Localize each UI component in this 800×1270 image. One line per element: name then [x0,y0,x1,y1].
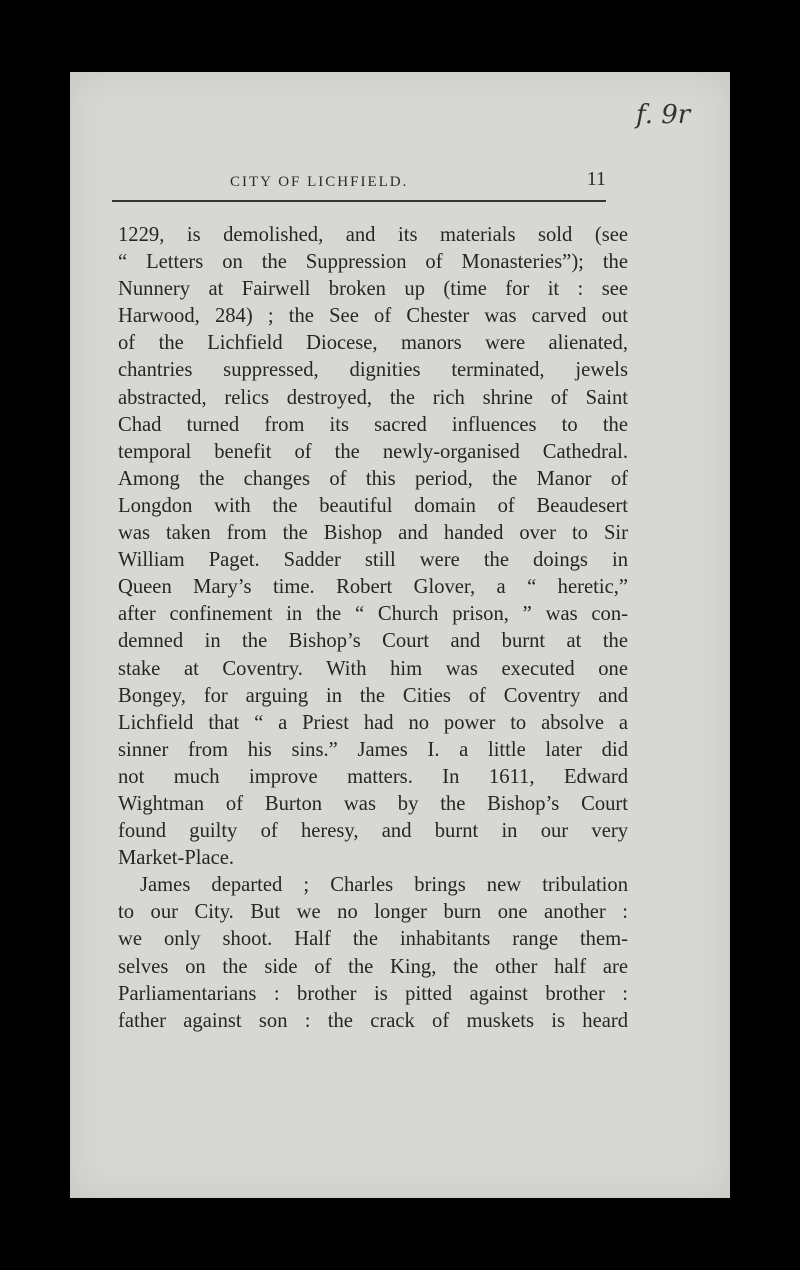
text-line: 1229, is demolished, and its materials sold (see [118,224,628,246]
text-line: of the Lichfield Diocese, manors were alienated, [118,332,628,355]
text-line: Chad turned from its sacred influences to the [118,413,628,436]
text-line: William Paget. Sadder still were the doings in [118,549,628,572]
page-number: 11 [586,168,606,190]
text-line: found guilty of heresy, and burnt in our very [118,820,628,843]
text-line: Market-Place. [118,847,235,870]
text-line: Harwood, 284) ; the See of Chester was carved out [118,305,628,328]
text-line: Among the changes of this period, the Manor of [118,467,628,490]
text-line: stake at Coventry. With him was executed one [118,657,628,680]
running-head [112,170,606,202]
body-text [118,222,628,1035]
handwritten-folio-mark: f. 9r [636,100,691,130]
text-line: was taken from the Bishop and handed over to Sir [118,522,628,545]
text-line: Parliamentarians : brother is pitted against brother : [118,982,628,1005]
text-line: “ Letters on the Suppression of Monasteries”); the [118,251,628,274]
text-line: sinner from his sins.” James I. a little later did [118,738,628,761]
text-line: not much improve matters. In 1611, Edward [118,765,628,788]
text-line: father against son : the crack of muskets is heard [118,1009,628,1032]
book-page [70,72,730,1198]
text-line: James departed ; Charles brings new tribulation [140,874,628,897]
text-line: Nunnery at Fairwell broken up (time for it : see [118,278,628,301]
text-line: Queen Mary’s time. Robert Glover, a “ heretic,” [118,576,628,599]
text-line: demned in the Bishop’s Court and burnt at the [118,630,628,653]
text-line: abstracted, relics destroyed, the rich shrine of Saint [118,386,628,409]
text-line: Bongey, for arguing in the Cities of Coventry and [118,684,628,707]
text-line: to our City. But we no longer burn one another : [118,901,628,924]
text-line: Lichfield that “ a Priest had no power to absolve a [118,711,628,734]
text-line: temporal benefit of the newly-organised Cathedral. [118,440,628,463]
text-line: Longdon with the beautiful domain of Beaudesert [118,494,628,517]
text-line: after confinement in the “ Church prison, ” was con- [118,603,628,626]
text-line: chantries suppressed, dignities terminated, jewels [118,359,628,382]
text-line: we only shoot. Half the inhabitants range them- [118,928,628,951]
running-title: CITY OF LICHFIELD. [230,174,409,190]
text-line: Wightman of Burton was by the Bishop’s Court [118,792,628,815]
text-line: selves on the side of the King, the other half are [118,955,628,978]
